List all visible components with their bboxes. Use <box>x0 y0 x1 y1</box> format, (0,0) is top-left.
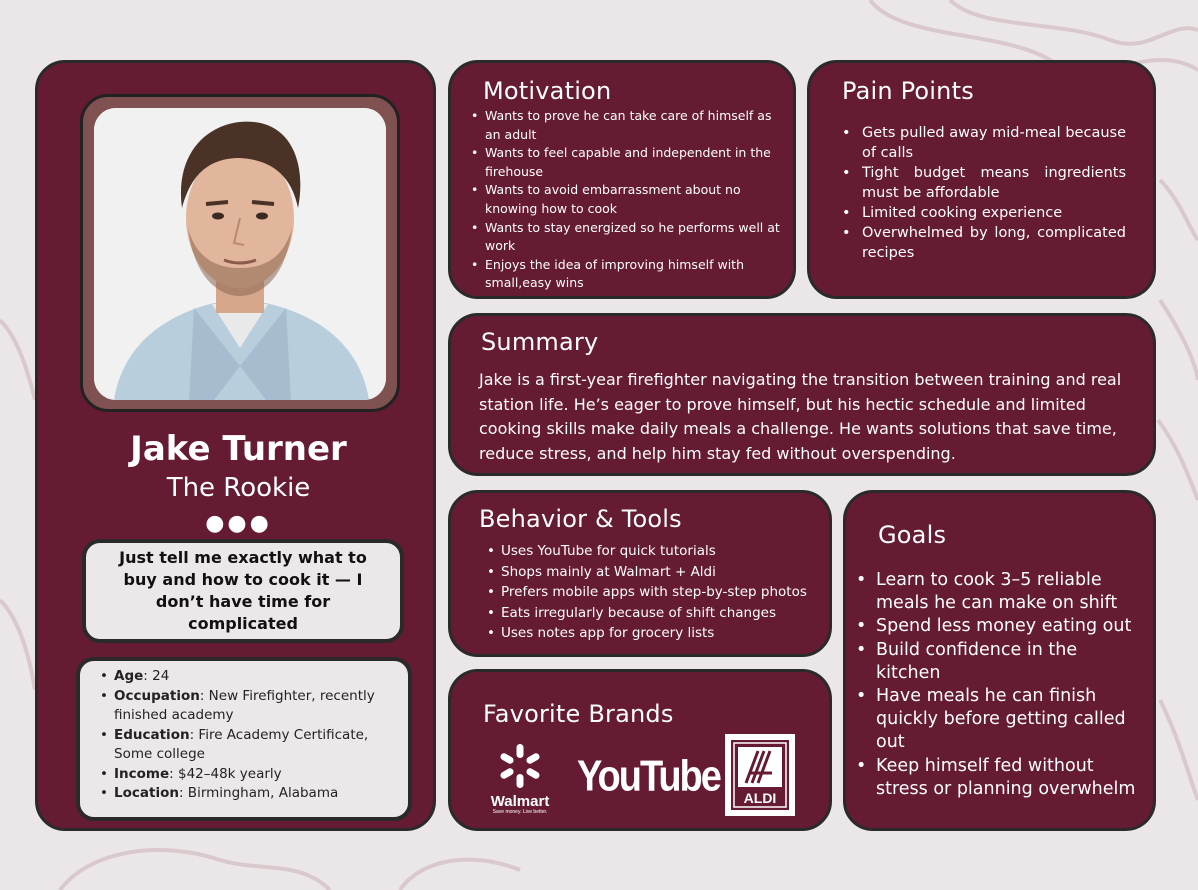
detail-value: : Birmingham, Alabama <box>178 785 339 801</box>
list-item: • Learn to cook 3–5 reliable meals he can make on shift <box>856 569 1138 615</box>
list-item: • Gets pulled away mid-meal because of calls <box>842 123 1126 163</box>
list-item: • Eats irregularly because of shift changes <box>487 603 829 624</box>
list-item: • Shops mainly at Walmart + Aldi <box>487 562 829 583</box>
summary-card <box>448 313 1156 476</box>
profile-photo <box>94 108 386 400</box>
list-item: • Spend less money eating out <box>856 615 1138 638</box>
persona-role: The Rookie <box>166 473 311 503</box>
summary-title: Summary <box>481 328 599 356</box>
detail-label: Education <box>114 726 190 743</box>
behavior-tools-title: Behavior & Tools <box>479 505 682 533</box>
detail-label: Location <box>114 785 179 801</box>
motivation-card <box>448 60 796 299</box>
persona-details <box>76 657 412 821</box>
list-item: • Wants to prove he can take care of himself as an adult <box>471 107 781 144</box>
youtube-logo: YouTube <box>577 752 720 802</box>
walmart-spark-icon <box>485 742 555 814</box>
walmart-tagline: Save money. Live better. <box>492 809 548 814</box>
detail-value: : New Firefighter, recently finished academy <box>114 687 375 723</box>
list-item: • Uses YouTube for quick tutorials <box>487 541 829 562</box>
list-item: • Limited cooking experience <box>842 203 1126 223</box>
profile-photo-frame <box>80 94 400 412</box>
aldi-emblem-icon <box>728 737 792 813</box>
list-item: • Prefers mobile apps with step-by-step photos <box>487 582 829 603</box>
list-item: • Wants to avoid embarrassment about no knowing how to cook <box>471 181 781 218</box>
person-portrait-icon <box>94 108 386 400</box>
detail-label: Age <box>114 668 144 684</box>
motivation-title: Motivation <box>483 77 612 105</box>
persona-quote-text: Just tell me exactly what to buy and how to cook it — I don’t have time for complicated <box>119 548 367 633</box>
persona-name: Jake Turner <box>130 429 347 469</box>
detail-income <box>114 765 388 785</box>
list-item: • Overwhelmed by long, complicated recipes <box>842 223 1126 263</box>
list-item: • Wants to stay energized so he performs well at work <box>471 219 781 256</box>
list-item: • Wants to feel capable and independent in the firehouse <box>471 144 781 181</box>
goals-card <box>843 490 1156 831</box>
list-item: • Enjoys the idea of improving himself with small,easy wins <box>471 256 781 293</box>
list-item: • Build confidence in the kitchen <box>856 639 1138 685</box>
profile-card <box>35 60 436 831</box>
persona-quote <box>82 539 404 643</box>
detail-location <box>114 784 388 804</box>
detail-age <box>114 667 388 687</box>
walmart-logo <box>485 742 555 814</box>
list-item: • Have meals he can finish quickly before getting called out <box>856 685 1138 755</box>
walmart-wordmark: Walmart <box>490 793 550 810</box>
detail-education <box>114 726 388 765</box>
list-item: • Uses notes app for grocery lists <box>487 623 829 644</box>
detail-label: Occupation <box>114 687 200 704</box>
goals-title: Goals <box>878 521 947 549</box>
summary-text: Jake is a first-year firefighter navigating the transition between training and real station life. He’s eager to prove himself, but his hectic schedule and limited cooking skills make daily meals a challenge. He wants solutions that save time, reduce stress, and help him stay fed without overspending. <box>479 370 1122 463</box>
detail-occupation <box>114 687 388 726</box>
detail-value: : 24 <box>143 668 170 684</box>
favorite-brands-card <box>448 669 832 831</box>
aldi-logo <box>725 734 795 816</box>
pain-points-title: Pain Points <box>842 77 974 105</box>
favorite-brands-title: Favorite Brands <box>483 700 674 728</box>
behavior-tools-card <box>448 490 832 657</box>
detail-value: : $42–48k yearly <box>169 765 282 782</box>
detail-value: : Fire Academy Certificate, Some college <box>114 726 369 762</box>
list-item: • Keep himself fed without stress or planning overwhelm <box>856 755 1138 801</box>
list-item: • Tight budget means ingredients must be affordable <box>842 163 1126 203</box>
detail-label: Income <box>114 765 170 782</box>
aldi-wordmark: ALDI <box>743 790 777 806</box>
decorative-dots: ●●● <box>205 511 272 536</box>
pain-points-card <box>807 60 1156 299</box>
